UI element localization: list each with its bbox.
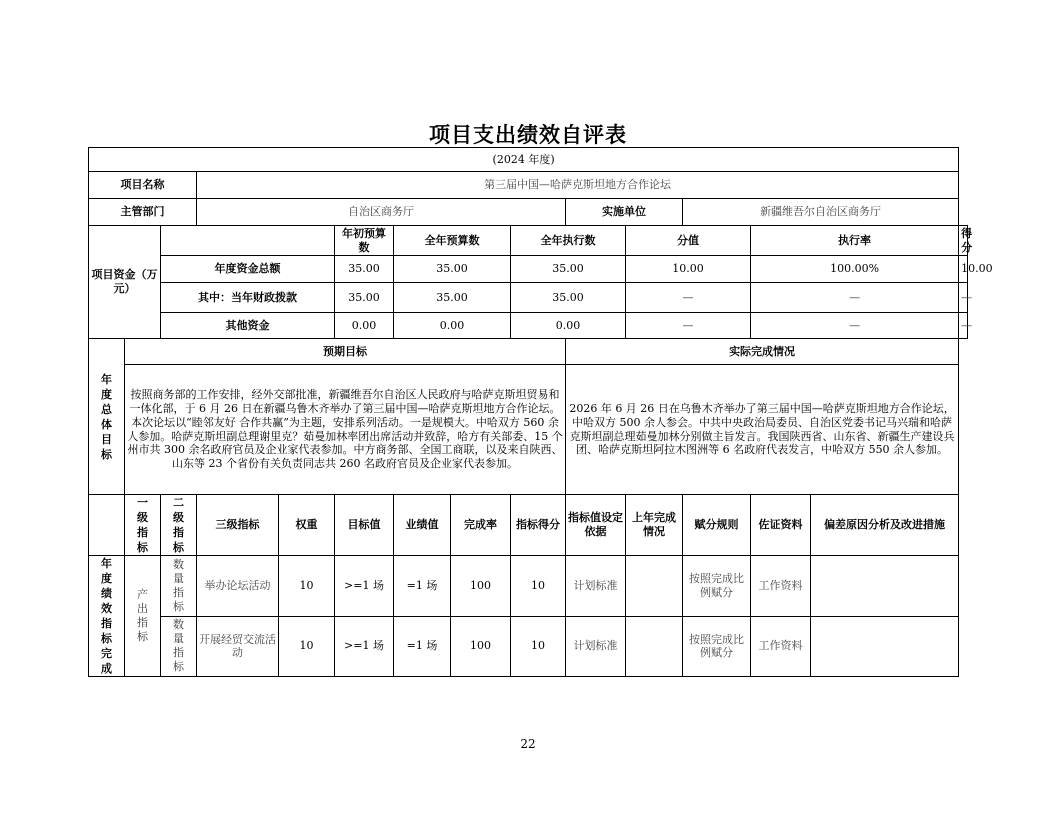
indicator-header-level1: 一级指标 [125, 495, 161, 556]
funds-annual-budget: 0.00 [394, 313, 511, 339]
deviation-cell [811, 556, 959, 617]
funds-row [89, 256, 968, 283]
actual-completion-text: 2026 年 6 月 26 日在乌鲁木齐举办了第三届中国—哈萨克斯坦地方合作论坛，中哈双方 500 余人参会。中共中央政治局委员、自治区党委书记马兴瑞和哈萨克斯坦副总理茹曼加林分别做主旨发言。我国陕西省、山东省、新疆生产建设兵团、哈萨克斯坦阿拉木图洲等 6 名政府代表发言，中哈双方 550 余人参加。 [566, 365, 959, 495]
last-year-cell [626, 616, 683, 677]
funds-initial-budget: 0.00 [335, 313, 394, 339]
indicator-header-evidence: 佐证资料 [751, 495, 811, 556]
expected-goal-header: 预期目标 [125, 339, 566, 365]
indicator-header-deviation: 偏差原因分析及改进措施 [811, 495, 959, 556]
indicator-row [89, 616, 968, 677]
rule-cell: 按照完成比例赋分 [683, 556, 751, 617]
rule-cell: 按照完成比例赋分 [683, 616, 751, 677]
actual-completion-header: 实际完成情况 [566, 339, 959, 365]
evidence-cell: 工作资料 [751, 616, 811, 677]
actual-cell: =1 场 [394, 616, 451, 677]
funds-row [89, 283, 968, 313]
level2-cell: 数量指标 [161, 616, 197, 677]
funds-header-annual-execution: 全年执行数 [511, 226, 626, 256]
score-cell: 10 [511, 556, 566, 617]
page-title: 项目支出绩效自评表 [429, 123, 627, 147]
funds-score: — [959, 313, 968, 339]
funds-initial-budget: 35.00 [335, 256, 394, 283]
funds-annual-execution: 35.00 [511, 256, 626, 283]
indicator-header-level2: 二级指标 [161, 495, 197, 556]
funds-row-label: 其中：当年财政拨款 [161, 283, 335, 313]
funds-header-initial-budget: 年初预算数 [335, 226, 394, 256]
funds-header-score-value: 分值 [626, 226, 751, 256]
indicator-header-target: 目标值 [335, 495, 394, 556]
page-number: 22 [520, 737, 536, 751]
expected-goal-text: 按照商务部的工作安排，经外交部批准，新疆维吾尔自治区人民政府与哈萨克斯坦贸易和一体化部，于 6 月 26 日在新疆乌鲁木齐举办了第三届中国—哈萨克斯坦地方合作论坛。本次论坛以“睦邻友好 合作共赢”为主题，安排系列活动。一是规模大。中哈双方 560 余人参加。哈萨克斯坦副总理谢里克？茹曼加林率团出席活动并致辞，哈方有关部委、15 个州市共 300 余名政府官员及企业家代表参加。中方商务部、全国工商联，以及来自陕西、山东等 23 个省份有关负责同志共 260 名政府官员及企业家代表参加。 [125, 365, 566, 495]
funds-execution-rate: — [751, 283, 959, 313]
funds-header-execution-rate: 执行率 [751, 226, 959, 256]
rate-cell: 100 [451, 616, 511, 677]
indicator-header-rule: 赋分规则 [683, 495, 751, 556]
impl-unit-label: 实施单位 [566, 199, 683, 226]
level2-cell: 数量指标 [161, 556, 197, 617]
funds-annual-budget: 35.00 [394, 256, 511, 283]
indicator-header-rate: 完成率 [451, 495, 511, 556]
deviation-cell [811, 616, 959, 677]
funds-row [89, 313, 968, 339]
score-cell: 10 [511, 616, 566, 677]
target-cell: >=1 场 [335, 616, 394, 677]
indicators-section-label-cell [89, 556, 125, 677]
funds-initial-budget: 35.00 [335, 283, 394, 313]
funds-label: 项目资金（万元） [89, 226, 161, 339]
level3-cell: 开展经贸交流活动 [197, 616, 279, 677]
dept-value: 自治区商务厅 [197, 199, 566, 226]
indicator-header-score: 指标得分 [511, 495, 566, 556]
funds-annual-budget: 35.00 [394, 283, 511, 313]
indicator-header-basis: 指标值设定依据 [566, 495, 626, 556]
level1-cell [125, 556, 161, 677]
indicator-row [89, 556, 968, 617]
evidence-cell: 工作资料 [751, 556, 811, 617]
funds-header-blank [161, 226, 335, 256]
basis-cell: 计划标准 [566, 616, 626, 677]
funds-annual-execution: 0.00 [511, 313, 626, 339]
year-cell: (2024 年度) [89, 148, 959, 172]
funds-score-value: 10.00 [626, 256, 751, 283]
dept-label: 主管部门 [89, 199, 197, 226]
indicator-header-actual: 业绩值 [394, 495, 451, 556]
last-year-cell [626, 556, 683, 617]
basis-cell: 计划标准 [566, 556, 626, 617]
funds-score: 10.00 [959, 256, 968, 283]
level3-cell: 举办论坛活动 [197, 556, 279, 617]
indicator-header-weight: 权重 [279, 495, 335, 556]
funds-annual-execution: 35.00 [511, 283, 626, 313]
weight-cell: 10 [279, 616, 335, 677]
indicator-header-level3: 三级指标 [197, 495, 279, 556]
funds-row-label: 年度资金总额 [161, 256, 335, 283]
funds-row-label: 其他资金 [161, 313, 335, 339]
funds-score: — [959, 283, 968, 313]
funds-execution-rate: — [751, 313, 959, 339]
indicator-header-last-year: 上年完成情况 [626, 495, 683, 556]
funds-score-value: — [626, 283, 751, 313]
funds-header-annual-budget: 全年预算数 [394, 226, 511, 256]
actual-cell: =1 场 [394, 556, 451, 617]
indicator-header-blank [89, 495, 125, 556]
rate-cell: 100 [451, 556, 511, 617]
funds-score-value: — [626, 313, 751, 339]
performance-table [88, 147, 993, 677]
funds-execution-rate: 100.00% [751, 256, 959, 283]
annual-goal-label: 年度总体目标 [101, 372, 112, 461]
indicators-section-label: 年度绩效指标完成 [101, 557, 112, 675]
project-name-value: 第三届中国—哈萨克斯坦地方合作论坛 [197, 172, 959, 199]
project-name-label: 项目名称 [89, 172, 197, 199]
level1-value: 产出指标 [137, 588, 148, 643]
weight-cell: 10 [279, 556, 335, 617]
annual-goal-label-cell [89, 339, 125, 495]
target-cell: >=1 场 [335, 556, 394, 617]
impl-unit-value: 新疆维吾尔自治区商务厅 [683, 199, 959, 226]
funds-header-score: 得分 [959, 226, 968, 256]
